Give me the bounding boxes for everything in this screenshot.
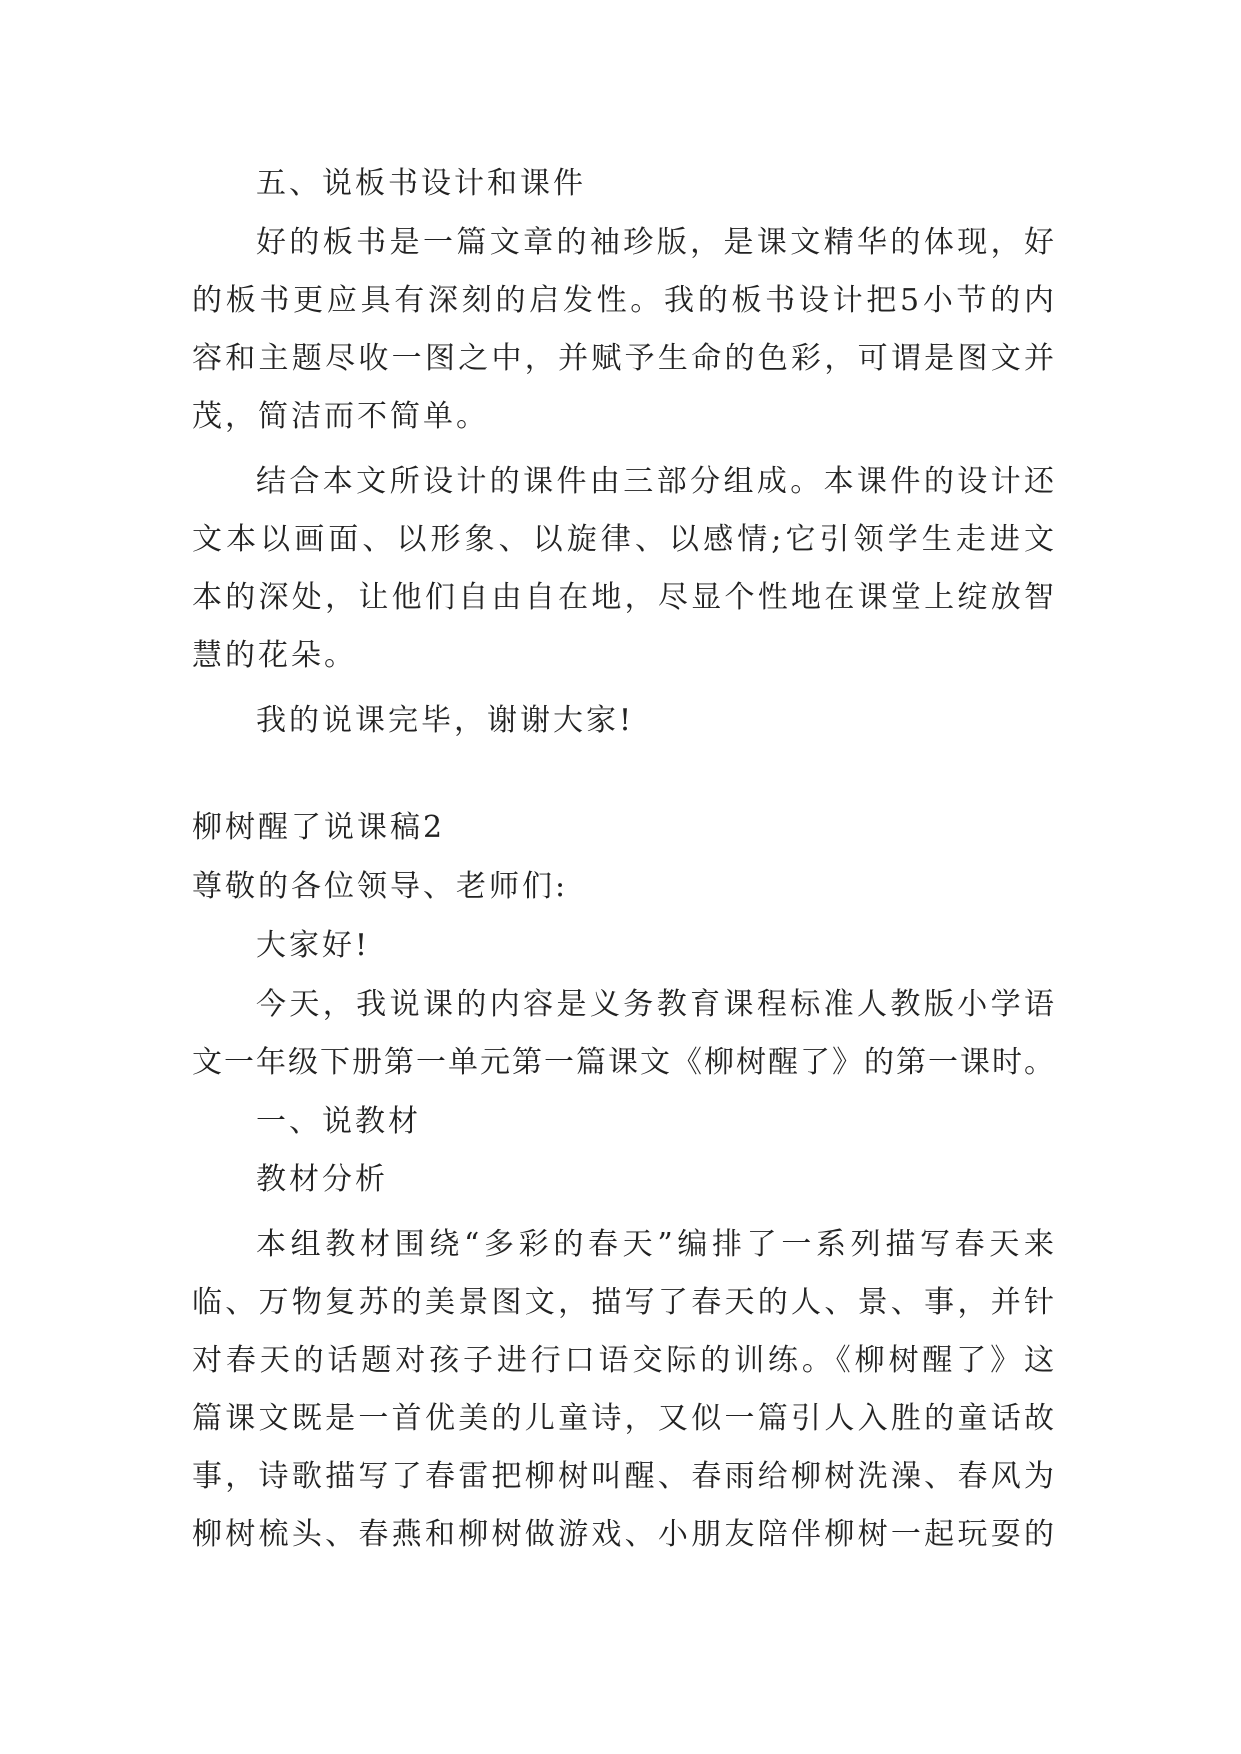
section-heading-textbook: 一、说教材	[256, 1104, 421, 1139]
paragraph-line: 茂，简洁而不简单。	[192, 399, 489, 434]
paragraph-line: 事，诗歌描写了春雷把柳树叫醒、春雨给柳树洗澡、春风为	[192, 1459, 1054, 1494]
paragraph-line: 本组教材围绕“多彩的春天”编排了一系列描写春天来	[256, 1227, 1054, 1262]
salutation: 尊敬的各位领导、老师们:	[192, 869, 569, 904]
paragraph-line: 文本以画面、以形象、以旋律、以感情;它引领学生走进文	[192, 522, 1054, 557]
paragraph-line: 的板书更应具有深刻的启发性。我的板书设计把5小节的内	[192, 283, 1054, 318]
paragraph-line: 文一年级下册第一单元第一篇课文《柳树醒了》的第一课时。	[192, 1045, 1054, 1080]
paragraph-line: 好的板书是一篇文章的袖珍版，是课文精华的体现，好	[256, 225, 1054, 260]
document-title: 柳树醒了说课稿2	[192, 810, 446, 845]
paragraph-line: 容和主题尽收一图之中，并赋予生命的色彩，可谓是图文并	[192, 341, 1054, 376]
paragraph-line: 对春天的话题对孩子进行口语交际的训练。《柳树醒了》这	[192, 1343, 1054, 1378]
greeting: 大家好!	[256, 928, 371, 963]
paragraph-line: 柳树梳头、春燕和柳树做游戏、小朋友陪伴柳树一起玩耍的	[192, 1517, 1054, 1552]
section-heading-board-design: 五、说板书设计和课件	[256, 166, 586, 201]
paragraph-line: 临、万物复苏的美景图文，描写了春天的人、景、事，并针	[192, 1285, 1054, 1320]
paragraph-line: 本的深处，让他们自由自在地，尽显个性地在课堂上绽放智	[192, 580, 1054, 615]
paragraph-line: 结合本文所设计的课件由三部分组成。本课件的设计还	[256, 464, 1054, 499]
closing-line: 我的说课完毕，谢谢大家!	[256, 703, 635, 738]
subsection-heading-analysis: 教材分析	[256, 1162, 388, 1197]
paragraph-line: 今天，我说课的内容是义务教育课程标准人教版小学语	[256, 987, 1054, 1022]
paragraph-line: 慧的花朵。	[192, 638, 357, 673]
paragraph-line: 篇课文既是一首优美的儿童诗，又似一篇引人入胜的童话故	[192, 1401, 1054, 1436]
